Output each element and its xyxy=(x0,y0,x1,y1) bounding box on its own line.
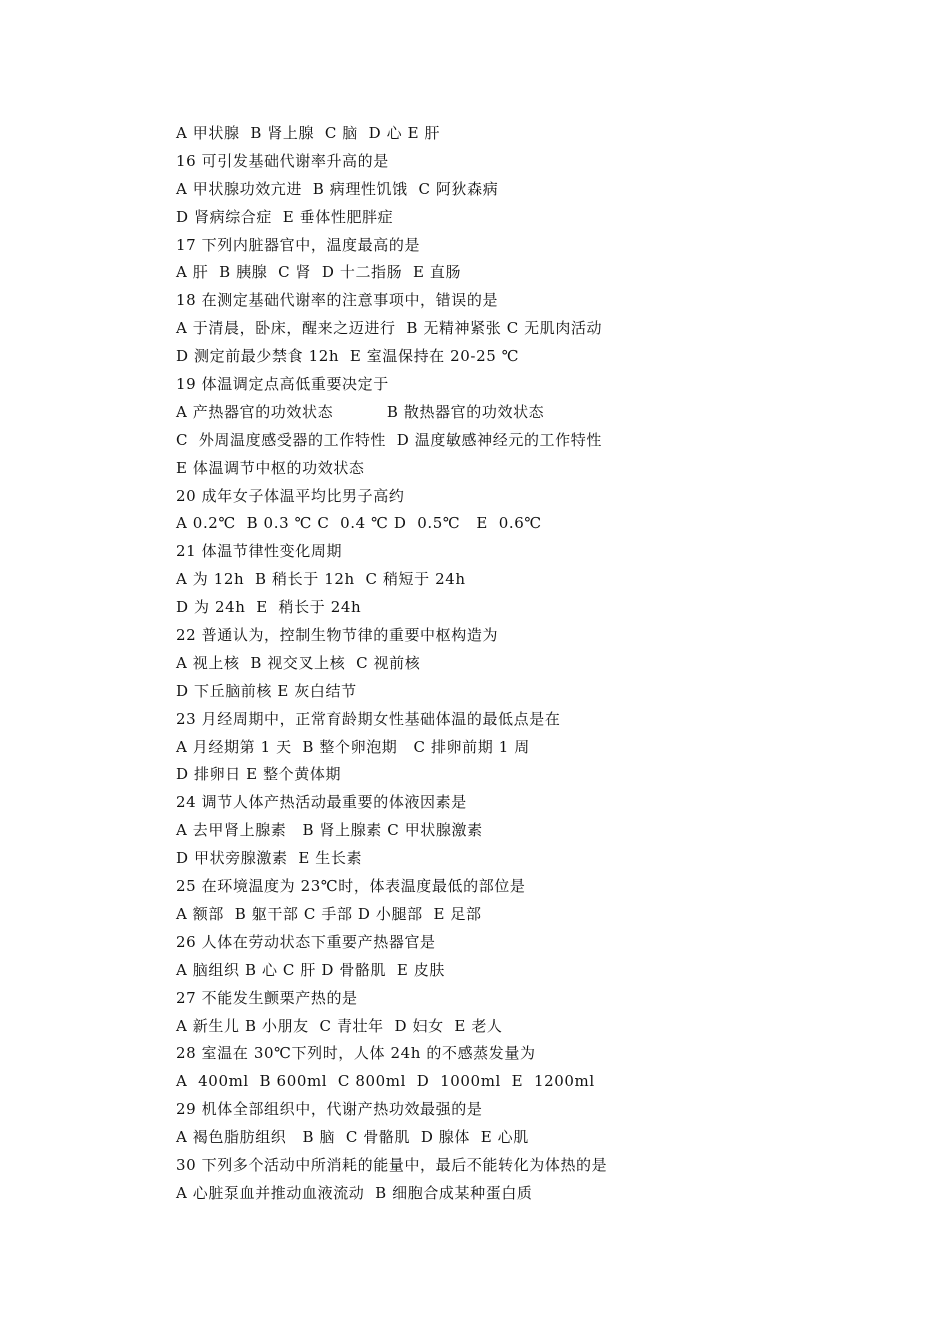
question-16-options-a-c: A 甲状腺功效亢进 B 病理性饥饿 C 阿狄森病 xyxy=(176,179,499,198)
question-21-stem: 21 体温节律性变化周期 xyxy=(176,542,343,561)
question-17-stem: 17 下列内脏器官中，温度最高的是 xyxy=(176,235,421,254)
question-16-options-d-e: D 肾病综合症 E 垂体性肥胖症 xyxy=(176,207,394,226)
question-22-options-a-c: A 视上核 B 视交叉上核 C 视前核 xyxy=(176,653,421,672)
question-21-options-a-c: A 为 12h B 稍长于 12h C 稍短于 24h xyxy=(176,570,466,589)
question-23-options-d-e: D 排卵日 E 整个黄体期 xyxy=(176,765,342,784)
question-24-options-a-c: A 去甲肾上腺素 B 肾上腺素 C 甲状腺激素 xyxy=(176,821,483,840)
question-20-options: A 0.2℃ B 0.3 ℃ C 0.4 ℃ D 0.5℃ E 0.6℃ xyxy=(176,514,542,533)
question-22-options-d-e: D 下丘脑前核 E 灰白结节 xyxy=(176,681,357,700)
question-30-options-a-b: A 心脏泵血并推动血液流动 B 细胞合成某种蛋白质 xyxy=(176,1183,533,1202)
question-24-stem: 24 调节人体产热活动最重要的体液因素是 xyxy=(176,793,467,812)
question-18-stem: 18 在测定基础代谢率的注意事项中，错误的是 xyxy=(176,291,499,310)
question-18-options-a-c: A 于清晨，卧床，醒来之迈进行 B 无精神紧张 C 无肌肉活动 xyxy=(176,319,603,338)
question-26-options: A 脑组织 B 心 C 肝 D 骨骼肌 E 皮肤 xyxy=(176,960,445,979)
question-23-options-a-c: A 月经期第 1 天 B 整个卵泡期 C 排卵前期 1 周 xyxy=(176,737,530,756)
question-19-option-e: E 体温调节中枢的功效状态 xyxy=(176,458,365,477)
question-19-stem: 19 体温调定点高低重要决定于 xyxy=(176,375,389,394)
question-text-block xyxy=(176,120,896,1208)
question-30-stem: 30 下列多个活动中所消耗的能量中，最后不能转化为体热的是 xyxy=(176,1155,608,1174)
question-26-stem: 26 人体在劳动状态下重要产热器官是 xyxy=(176,932,436,951)
question-25-options: A 额部 B 躯干部 C 手部 D 小腿部 E 足部 xyxy=(176,904,482,923)
text-line: A 甲状腺 B 肾上腺 C 脑 D 心 E 肝 xyxy=(176,124,441,142)
question-17-options: A 肝 B 胰腺 C 肾 D 十二指肠 E 直肠 xyxy=(176,263,462,282)
question-25-stem: 25 在环境温度为 23℃时，体表温度最低的部位是 xyxy=(176,877,526,896)
question-20-stem: 20 成年女子体温平均比男子高约 xyxy=(176,486,405,505)
question-21-options-d-e: D 为 24h E 稍长于 24h xyxy=(176,598,362,617)
question-29-options: A 褐色脂肪组织 B 脑 C 骨骼肌 D 腺体 E 心肌 xyxy=(176,1128,529,1147)
question-27-stem: 27 不能发生颤栗产热的是 xyxy=(176,988,358,1007)
question-27-options: A 新生儿 B 小朋友 C 青壮年 D 妇女 E 老人 xyxy=(176,1016,503,1035)
question-24-options-d-e: D 甲状旁腺激素 E 生长素 xyxy=(176,849,363,868)
question-22-stem: 22 普通认为，控制生物节律的重要中枢构造为 xyxy=(176,626,499,645)
question-28-stem: 28 室温在 30℃下列时，人体 24h 的不感蒸发量为 xyxy=(176,1044,536,1063)
question-19-options-a-b: A 产热器官的功效状态 B 散热器官的功效状态 xyxy=(176,402,545,421)
question-23-stem: 23 月经周期中，正常育龄期女性基础体温的最低点是在 xyxy=(176,709,561,728)
question-16-stem: 16 可引发基础代谢率升高的是 xyxy=(176,151,389,170)
question-18-options-d-e: D 测定前最少禁食 12h E 室温保持在 20-25 ℃ xyxy=(176,347,520,366)
question-29-stem: 29 机体全部组织中，代谢产热功效最强的是 xyxy=(176,1100,483,1119)
question-19-options-c-d: C 外周温度感受器的工作特性 D 温度敏感神经元的工作特性 xyxy=(176,430,602,449)
question-28-options: A 400ml B 600ml C 800ml D 1000ml E 1200ml xyxy=(176,1072,595,1091)
